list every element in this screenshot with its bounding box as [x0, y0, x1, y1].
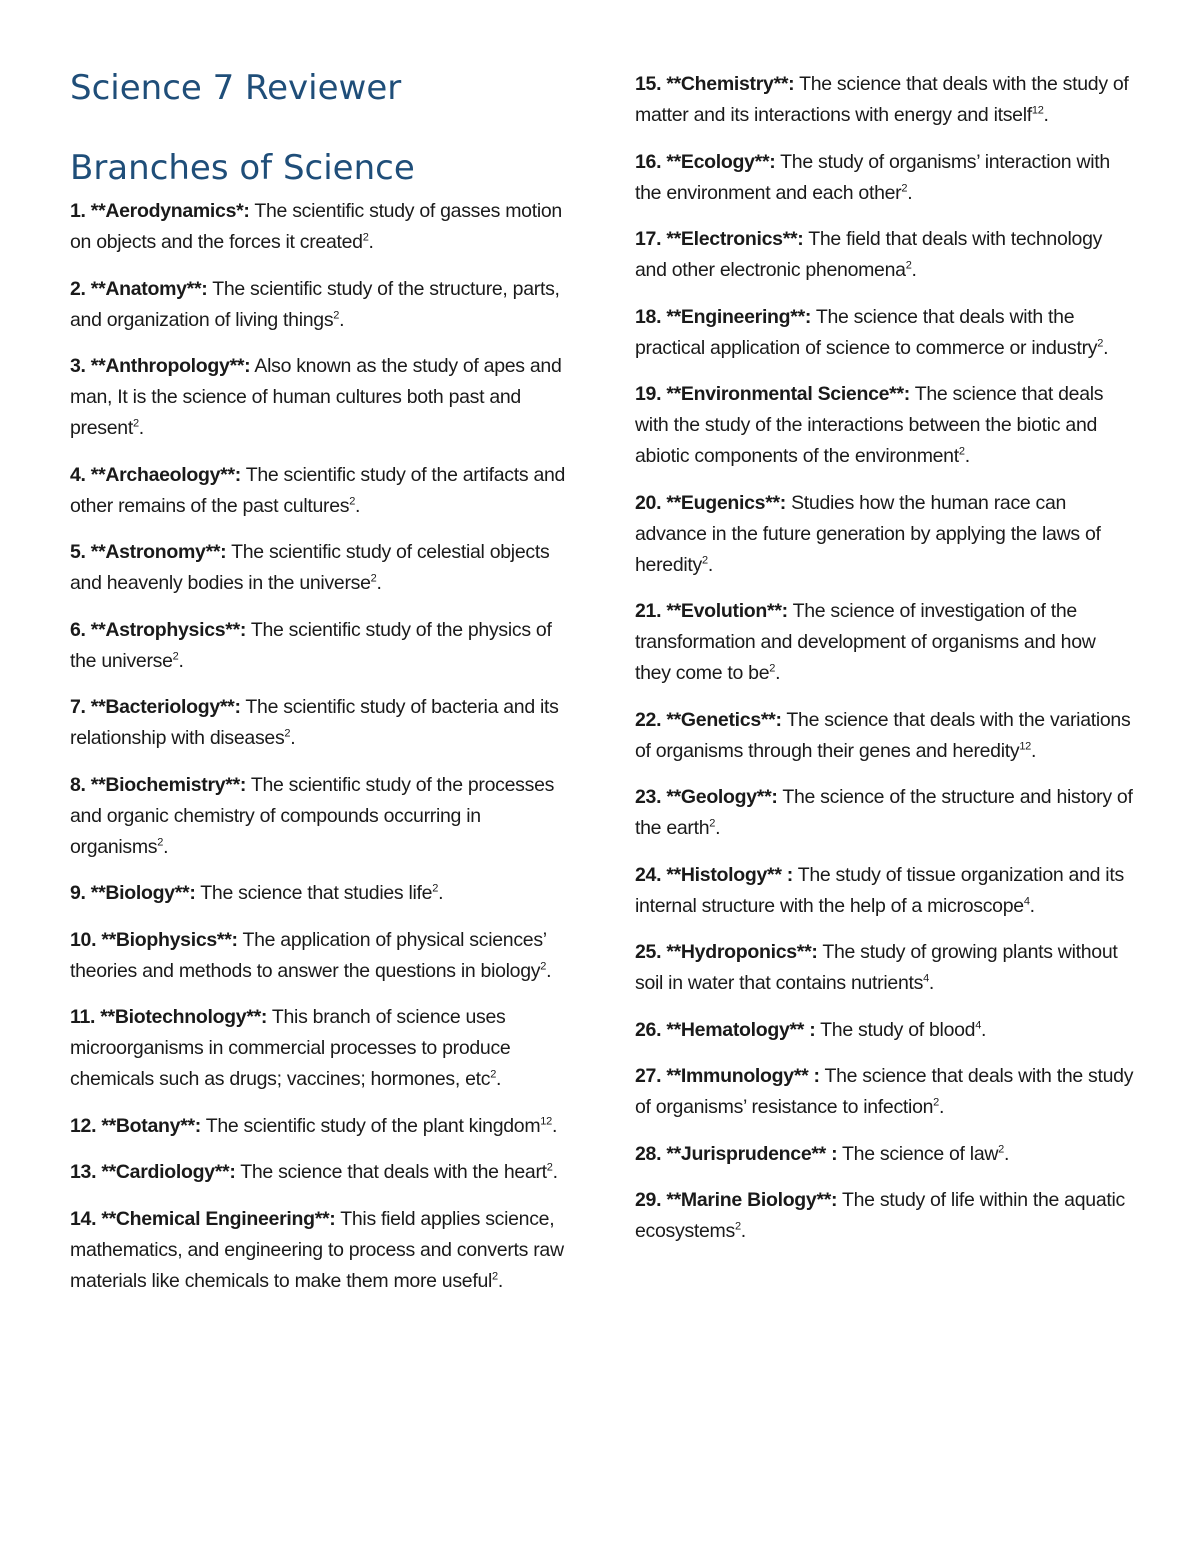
- branch-term: 7. **Bacteriology**:: [70, 696, 241, 718]
- reference-marker: 2: [370, 572, 377, 585]
- sentence-end: .: [339, 308, 345, 331]
- branch-entry: [70, 878, 570, 909]
- branch-term: 29. **Marine Biology**:: [635, 1189, 838, 1211]
- branch-definition: The scientific study of celestial objects and heavenly bodies in the universe: [70, 541, 550, 594]
- branch-term: 22. **Genetics**:: [635, 708, 782, 731]
- sentence-end: .: [552, 1161, 558, 1183]
- sentence-end: .: [1029, 894, 1035, 917]
- sentence-end: .: [1030, 739, 1037, 762]
- reference-marker: 4: [1023, 895, 1030, 907]
- branch-definition: The study of organisms’ interaction with the environment and each other: [635, 150, 1110, 204]
- reference-marker: 2: [349, 495, 356, 507]
- reference-marker: 2: [362, 231, 369, 244]
- branch-term: 24. **Histology** :: [635, 863, 793, 886]
- branch-definition: The science of investigation of the transformation and development of organisms and how they come to be: [635, 600, 1096, 684]
- sentence-end: .: [376, 572, 382, 594]
- reference-marker: 2: [172, 650, 179, 662]
- branch-definition: The scientific study of bacteria and its relationship with diseases: [70, 696, 559, 749]
- branch-entry: [70, 692, 570, 754]
- branch-entry: [70, 274, 570, 336]
- branch-definition: The study of blood: [815, 1018, 976, 1041]
- branch-term: 26. **Hematology** :: [635, 1018, 816, 1041]
- branch-entry: [70, 1002, 570, 1095]
- branch-term: 2. **Anatomy**:: [70, 277, 208, 300]
- sentence-end: .: [1043, 104, 1049, 126]
- left-column-list: [70, 196, 570, 1312]
- branch-entry: [635, 302, 1135, 364]
- branch-term: 16. **Ecology**:: [635, 150, 776, 173]
- branch-definition: The scientific study of the plant kingdom: [200, 1114, 541, 1137]
- branch-entry: [635, 860, 1135, 922]
- branch-definition: This field applies science, mathematics, and engineering to process and converts raw materials like chemicals to make them more useful: [70, 1207, 564, 1292]
- document-title: Science 7 Reviewer: [70, 68, 402, 108]
- sentence-end: .: [138, 417, 144, 439]
- branch-term: 25. **Hydroponics**:: [635, 941, 818, 963]
- branch-definition: The study of life within the aquatic ecosystems: [635, 1189, 1125, 1242]
- sentence-end: .: [964, 445, 970, 467]
- reference-marker: 2: [490, 1068, 497, 1081]
- branch-term: 27. **Immunology** :: [635, 1065, 820, 1087]
- sentence-end: .: [715, 817, 721, 839]
- branch-entry: [70, 460, 570, 522]
- branch-term: 12. **Botany**:: [70, 1114, 201, 1137]
- sentence-end: .: [497, 1269, 503, 1292]
- sentence-end: .: [981, 1018, 987, 1041]
- branch-entry: [70, 615, 570, 677]
- branch-definition: This branch of science uses microorganisms in commercial processes to produce chemicals such as drugs; vaccines; hormones, etc: [70, 1006, 511, 1090]
- reference-marker: 2: [1097, 337, 1104, 349]
- sentence-end: .: [907, 181, 913, 204]
- sentence-end: .: [368, 231, 374, 253]
- branch-term: 6. **Astrophysics**:: [70, 618, 247, 641]
- branch-term: 23. **Geology**:: [635, 786, 778, 808]
- branch-term: 15. **Chemistry**:: [635, 73, 795, 95]
- branch-definition: The science of law: [837, 1142, 999, 1165]
- branch-definition: The scientific study of gasses motion on objects and the forces it created: [70, 200, 562, 253]
- branch-definition: The science that deals with the study of the interactions between the biotic and abiotic components of the environment: [635, 383, 1104, 467]
- branch-term: 11. **Biotechnology**:: [70, 1006, 268, 1028]
- branch-term: 5. **Astronomy**:: [70, 541, 227, 563]
- branch-definition: The scientific study of the processes and organic chemistry of compounds occurring in organisms: [70, 773, 555, 858]
- branch-entry: [70, 1157, 570, 1188]
- branch-entry: [635, 379, 1135, 472]
- branch-term: 21. **Evolution**:: [635, 600, 788, 622]
- branch-entry: [70, 770, 570, 863]
- branch-term: 3. **Anthropology**:: [70, 355, 251, 377]
- branch-definition: The science that deals with the study of matter and its interactions with energy and itself: [635, 73, 1129, 126]
- branch-term: 13. **Cardiology**:: [70, 1161, 236, 1183]
- branch-entry: [635, 488, 1135, 581]
- branch-definition: The science that deals with the variations of organisms through their genes and heredity: [635, 708, 1131, 762]
- sentence-end: .: [163, 835, 169, 858]
- reference-marker: 4: [923, 972, 929, 985]
- branch-definition: The scientific study of the physics of the universe: [70, 618, 552, 672]
- branch-term: 10. **Biophysics**:: [70, 928, 238, 951]
- reference-marker: 2: [132, 417, 139, 430]
- branch-term: 17. **Electronics**:: [635, 228, 804, 250]
- branch-entry: [70, 925, 570, 987]
- branch-definition: The science that deals with the practical application of science to commerce or industry: [635, 305, 1098, 359]
- branch-term: 28. **Jurisprudence** :: [635, 1142, 838, 1165]
- reference-marker: 2: [546, 1161, 553, 1174]
- sentence-end: .: [939, 1096, 945, 1118]
- sentence-end: .: [496, 1068, 502, 1090]
- branch-term: 4. **Archaeology**:: [70, 463, 241, 486]
- branch-definition: The study of growing plants without soil in water that contains nutrients: [635, 941, 1118, 994]
- branch-term: 18. **Engineering**:: [635, 305, 812, 328]
- sentence-end: .: [928, 972, 935, 994]
- section-heading: Branches of Science: [70, 148, 415, 188]
- branch-entry: [635, 596, 1135, 689]
- sentence-end: .: [911, 259, 917, 281]
- sentence-end: .: [355, 494, 361, 517]
- branch-definition: The field that deals with technology and other electronic phenomena: [635, 228, 1103, 281]
- reference-marker: 2: [998, 1143, 1004, 1155]
- reference-marker: 2: [958, 445, 965, 458]
- branch-entry: [635, 1185, 1135, 1247]
- sentence-end: .: [178, 649, 184, 672]
- reference-marker: 4: [975, 1019, 982, 1031]
- reference-marker: 2: [901, 182, 908, 194]
- branch-definition: The science that deals with the study of organisms’ resistance to infection: [635, 1065, 1134, 1118]
- branch-entry: [635, 147, 1135, 209]
- branch-entry: [635, 1139, 1135, 1170]
- branch-term: 14. **Chemical Engineering**:: [70, 1207, 336, 1230]
- reference-marker: 2: [492, 1270, 498, 1282]
- branch-entry: [635, 1061, 1135, 1123]
- sentence-end: .: [775, 662, 781, 684]
- sentence-end: .: [290, 727, 296, 749]
- reference-marker: 2: [734, 1220, 741, 1233]
- branch-entry: [635, 937, 1135, 999]
- sentence-end: .: [546, 959, 552, 982]
- branch-term: 8. **Biochemistry**:: [70, 773, 247, 796]
- sentence-end: .: [707, 553, 713, 576]
- branch-entry: [635, 782, 1135, 844]
- sentence-end: .: [740, 1220, 746, 1242]
- reference-marker: 2: [933, 1096, 939, 1109]
- branch-term: 1. **Aerodynamics*:: [70, 200, 250, 222]
- sentence-end: .: [1103, 336, 1109, 359]
- branch-entry: [70, 196, 570, 258]
- reference-marker: 12: [1031, 104, 1044, 117]
- branch-definition: The scientific study of the structure, parts, and organization of living things: [70, 277, 560, 331]
- sentence-end: .: [1003, 1142, 1010, 1165]
- sentence-end: .: [438, 882, 444, 904]
- branch-definition: Also known as the study of apes and man, It is the science of human cultures both past and present: [70, 355, 562, 439]
- branch-definition: The science that deals with the heart: [235, 1161, 547, 1183]
- reference-marker: 2: [905, 259, 912, 272]
- reference-marker: 2: [432, 882, 439, 895]
- branch-entry: [635, 1015, 1135, 1046]
- branch-term: 9. **Biology**:: [70, 882, 196, 904]
- reference-marker: 12: [540, 1115, 552, 1127]
- reference-marker: 2: [540, 960, 547, 972]
- reference-marker: 2: [769, 662, 776, 675]
- reference-marker: 2: [701, 554, 708, 566]
- branch-definition: The scientific study of the artifacts and other remains of the past cultures: [70, 463, 566, 517]
- right-column-list: [635, 69, 1135, 1263]
- branch-definition: Studies how the human race can advance in the future generation by applying the laws of heredity: [635, 491, 1101, 576]
- branch-definition: The science that studies life: [195, 882, 433, 904]
- branch-definition: The science of the structure and history of the earth: [635, 786, 1133, 839]
- branch-definition: The application of physical sciences’ theories and methods to answer the questions in biology: [70, 928, 547, 982]
- branch-term: 19. **Environmental Science**:: [635, 383, 910, 405]
- reference-marker: 2: [284, 727, 291, 740]
- branch-entry: [635, 224, 1135, 286]
- branch-entry: [70, 1111, 570, 1142]
- branch-term: 20. **Eugenics**:: [635, 491, 786, 514]
- branch-definition: The study of tissue organization and its internal structure with the help of a microscope: [635, 863, 1124, 917]
- branch-entry: [70, 1204, 570, 1297]
- branch-entry: [70, 351, 570, 444]
- branch-entry: [635, 69, 1135, 131]
- sentence-end: .: [551, 1114, 558, 1137]
- branch-entry: [70, 537, 570, 599]
- reference-marker: 2: [709, 817, 716, 830]
- reference-marker: 12: [1019, 740, 1031, 752]
- branch-entry: [635, 705, 1135, 767]
- reference-marker: 2: [157, 836, 164, 848]
- reference-marker: 2: [333, 309, 340, 321]
